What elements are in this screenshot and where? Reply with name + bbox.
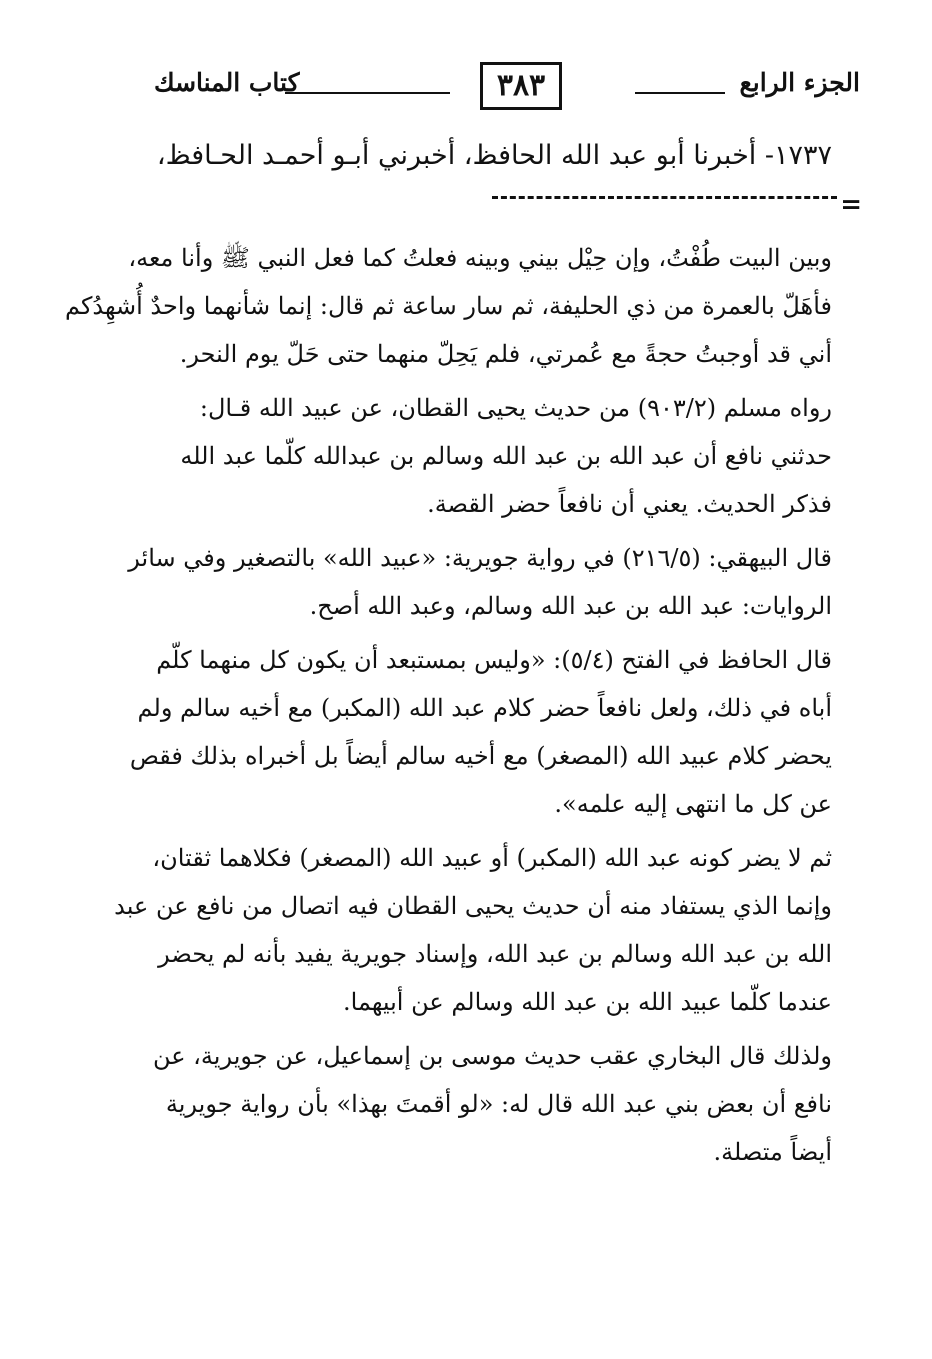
paragraph [128, 534, 832, 630]
text-line: الروايات: عبد الله بن عبد الله وسالم، وعبد الله أصح. [309, 592, 832, 620]
separator-mark: = [840, 190, 862, 220]
dashed-separator [492, 196, 837, 199]
text-line: عن كل ما انتهى إليه علمه». [554, 790, 832, 818]
text-line: فذكر الحديث. يعني أن نافعاً حضر القصة. [427, 490, 832, 518]
text-line: رواه مسلم (٩٠٣/٢) من حديث يحيى القطان، عن عبيد الله قـال: [199, 394, 832, 422]
paragraph [152, 1032, 832, 1176]
text-line: أني قد أوجبتُ حجةً مع عُمرتي، فلم يَحِلّ منهما حتى حَلّ يوم النحر. [179, 340, 832, 368]
book-title: كتاب المناسك [154, 68, 300, 97]
hadith-heading: ١٧٣٧- أخبرنا أبو عبد الله الحافظ، أخبرني أبـو أحمـد الحـافظ، [156, 140, 832, 171]
text-line: أباه في ذلك، ولعل نافعاً حضر كلام عبد الله (المكبر) مع أخيه سالم ولم [137, 694, 832, 722]
header-rule-right [635, 92, 725, 94]
page-number: ٣٨٣ [480, 62, 562, 110]
text-line: الله بن عبد الله وسالم بن عبد الله، وإسناد جويرية يفيد بأنه لم يحضر [158, 940, 832, 968]
text-line: وإنما الذي يستفاد منه أن حديث يحيى القطان فيه اتصال من نافع عن عبد [114, 892, 832, 920]
text-line: أيضاً متصلة. [713, 1138, 832, 1166]
text-line: فأهَلّ بالعمرة من ذي الحليفة، ثم سار ساعة ثم قال: إنما شأنهما واحدٌ أُشهِدُكم [64, 292, 832, 320]
text-line: نافع أن بعض بني عبد الله قال له: «لو أقمتَ بهذا» بأن رواية جويرية [165, 1090, 832, 1118]
text-line: حدثني نافع أن عبد الله بن عبد الله وسالم بن عبدالله كلّما عبد الله [180, 442, 832, 470]
main-text [64, 234, 832, 1182]
text-line: ثم لا يضر كونه عبد الله (المكبر) أو عبيد الله (المصغر) فكلاهما ثقتان، [152, 844, 832, 872]
header-rule-left [285, 92, 450, 94]
paragraph [114, 834, 832, 1026]
paragraph [168, 384, 832, 528]
text-line: قال الحافظ في الفتح (٥/٤): «وليس بمستبعد أن يكون كل منهما كلّم [156, 646, 832, 674]
text-line: قال البيهقي: (٢١٦/٥) في رواية جويرية: «عبيد الله» بالتصغير وفي سائر [128, 544, 832, 572]
volume-title: الجزء الرابع [739, 68, 860, 97]
page-header [150, 62, 860, 118]
text-line: عندما كلّما عبيد الله بن عبد الله وسالم عن أبيهما. [343, 988, 832, 1016]
paragraph [64, 234, 832, 378]
text-line: يحضر كلام عبيد الله (المصغر) مع أخيه سالم أيضاً بل أخبراه بذلك فقص [129, 742, 832, 770]
paragraph [129, 636, 832, 828]
text-line: وبين البيت طُفْتُ، وإن حِيْل بيني وبينه فعلتُ كما فعل النبي ﷺ وأنا معه، [128, 244, 832, 272]
text-line: ولذلك قال البخاري عقب حديث موسى بن إسماعيل، عن جويرية، عن [152, 1042, 832, 1070]
